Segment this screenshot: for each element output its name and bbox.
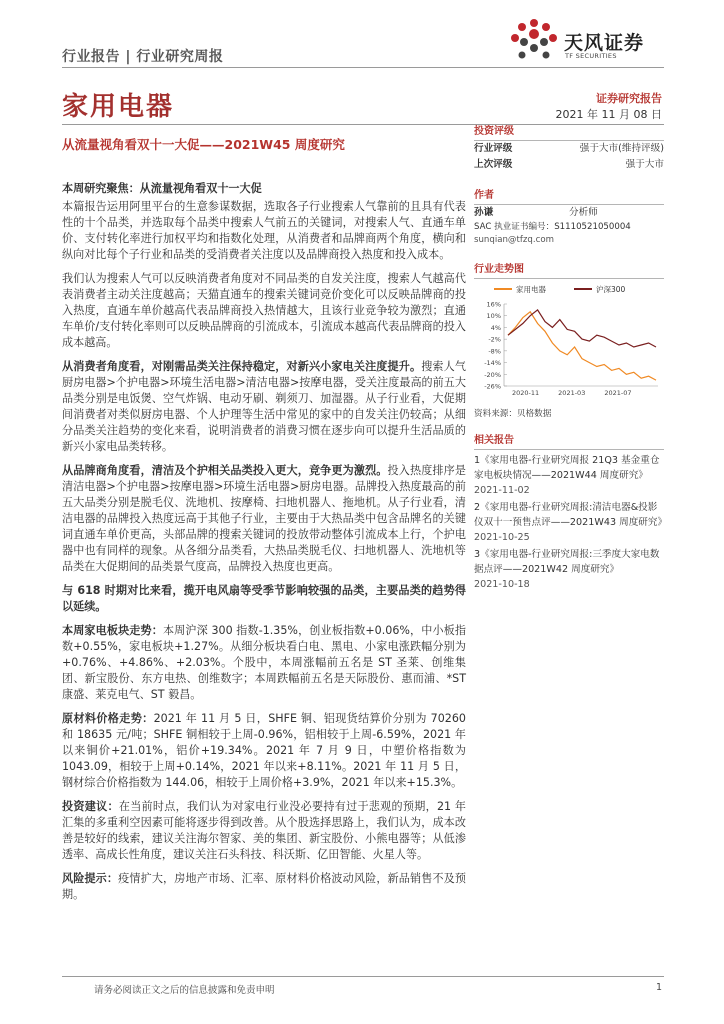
paragraph-text: 疫情扩大，房地产市场、汇率、原材料价格波动风险，新品销售不及预期。: [62, 872, 466, 901]
paragraph: 本篇报告运用阿里平台的生意参谋数据，选取各子行业搜索人气靠前的且具有代表性的十个品类，并选取每个品类中搜索人气前五的关键词，对搜索人气、直通车单价、支付转化率进行加权平均和指数化处理，从消费者和品牌商两个角度，横向和纵向对比每个子行业和品类的受消费者关注度以及品牌商投入热度和投入成本。: [62, 200, 466, 261]
related-report-title[interactable]: 1《家用电器-行业研究周报 21Q3 基金重仓家电板块情况——2021W44 周度研究》: [474, 455, 660, 481]
paragraph: [62, 359, 466, 455]
sidebar-related: [474, 433, 668, 594]
footer-disclaimer: 请务必阅读正文之后的信息披露和免责申明: [94, 985, 275, 996]
sidebar-rating: [474, 124, 664, 173]
author-email[interactable]: sunqian@tfzq.com: [474, 235, 554, 245]
related-title: 相关报告: [474, 435, 514, 446]
paragraph-lead: 从品牌商角度看，清洁及个护相关品类投入更大，竞争更为激烈。: [62, 464, 388, 477]
logo-text: 天风证券: [564, 32, 645, 54]
report-type: 证券研究报告: [596, 92, 662, 105]
trend-title: 行业走势图: [474, 264, 524, 275]
related-report-title[interactable]: 3《家用电器-行业研究周报:三季度大家电数据点评——2021W42 周度研究》: [474, 549, 660, 575]
y-tick-label: -8%: [488, 347, 501, 356]
paragraph-lead: 从消费者角度看，对刚需品类关注保持稳定，对新兴小家电关注度提升。: [62, 360, 422, 373]
paragraph: [62, 799, 466, 863]
paragraph-text: 搜索人气厨房电器>个护电器>环境生活电器>清洁电器>按摩电器，受关注度最高的前五大品类分别是电饭煲、空气炸锅、电动牙刷、剃须刀、加湿器。从子行业看，大促期间消费者对类似厨房电器、个人护理等生活中常见的家中的自发关注仍较高；从细分品类关注趋势的变化来看，说明消费者的消费习惯在逐步向可以提升生活品质的新兴小家电品类转移。: [62, 360, 466, 453]
sidebar-trend: [474, 262, 664, 279]
paragraph: [62, 583, 466, 615]
report-date: 2021 年 11 月 08 日: [555, 108, 662, 121]
report-subtitle: 从流量视角看双十一大促——2021W45 周度研究: [62, 137, 345, 152]
legend-label: 家用电器: [516, 285, 546, 294]
footer-divider: [62, 976, 664, 977]
related-report-item[interactable]: [474, 500, 668, 545]
paragraph: [62, 871, 466, 903]
page-number: 1: [655, 982, 662, 993]
series-line-appliances: [508, 312, 656, 380]
related-report-item[interactable]: [474, 453, 664, 498]
rating-value: 强于大市(维持评级): [579, 143, 664, 154]
legend-label: 沪深300: [596, 285, 626, 294]
y-tick-label: 16%: [486, 300, 501, 309]
rating-label: 行业评级: [474, 143, 513, 154]
sidebar-author: [474, 188, 664, 247]
y-tick-label: -2%: [488, 335, 501, 344]
y-tick-label: -14%: [484, 359, 501, 368]
related-report-date: 2021-10-18: [474, 579, 530, 590]
paragraph-head: 投资建议：: [62, 800, 119, 813]
related-list: [474, 453, 668, 592]
paragraph-lead: 与 618 时期对比来看，揽开电风扇等受季节影响较强的品类，主要品类的趋势得以延续。: [62, 584, 466, 613]
x-tick-label: 2020-11: [511, 389, 540, 397]
author-role: 分析师: [569, 207, 598, 218]
logo-icon: [508, 18, 560, 64]
x-tick-label: 2021-07: [604, 389, 632, 397]
sidebar-divider: [474, 449, 664, 450]
industry-trend-chart: [474, 282, 664, 397]
paragraph-text: 本周沪深 300 指数-1.35%，创业板指数+0.06%，中小板指数+0.55%，家电板块+1.27%。从细分板块看白电、黑电、小家电涨跌幅分别为+0.76%、+4.86%、+2.03%。个股中，本周涨幅前五名是 ST 圣莱、创维集团、新宝股份、东方电热、创维数字；本周跌幅前五名是天际股份、惠而浦、*ST 康盛、莱克电气、ST 毅昌。: [62, 624, 466, 701]
trend-chart-svg: [474, 282, 664, 397]
author-name: 孙谦: [474, 207, 494, 218]
focus-heading: 本周研究聚焦：从流量视角看双十一大促: [62, 182, 262, 195]
logo-subtext: TF SECURITIES: [565, 52, 617, 60]
paragraph-head: 本周家电板块走势：: [62, 624, 163, 637]
rating-label: 上次评级: [474, 159, 513, 170]
y-tick-label: 4%: [490, 323, 501, 332]
series-line-csi300: [508, 310, 656, 347]
header-divider: [62, 67, 664, 68]
related-report-date: 2021-11-02: [474, 485, 530, 496]
y-tick-label: 10%: [486, 312, 501, 321]
paragraph: [62, 623, 466, 703]
sidebar-divider: [474, 278, 664, 279]
author-title: 作者: [474, 190, 494, 201]
main-body: [62, 181, 466, 903]
author-line: [474, 205, 664, 221]
industry-rating: [474, 141, 664, 157]
paragraph-text: 在当前时点，我们认为对家电行业没必要持有过于悲观的预期，21 年汇集的多重利空因素可能将逐步得到改善。从个股选择思路上，我们认为，成本改善是较好的线索，建议关注海尔智家、美的集团、新宝股份、小熊电器等；从低渗透率、高成长性角度，建议关注石头科技、科沃斯、亿田智能、火星人等。: [62, 800, 466, 861]
paragraph-text: 投入热度排序是清洁电器>个护电器>按摩电器>环境生活电器>厨房电器。品牌投入热度最高的前五大品类分别是脱毛仪、洗地机、按摩椅、扫地机器人、拖地机。从子行业看，清洁电器的品牌投入热度远高于其他子行业，主要由于大热品类中包含品牌名的关键词直通车单价更高，头部品牌的搜索关键词的投放带动整体引流成本上行，个护电器中也有同样的现象。从各细分品类看，大热品类脱毛仪、扫地机器人、洗地机等品类在大促期间的品类景气度高，品牌投入热度也更高。: [62, 464, 466, 573]
report-category: 行业报告 | 行业研究周报: [62, 49, 224, 65]
page-title: 家用电器: [62, 92, 175, 122]
company-logo: [508, 18, 668, 66]
paragraph: 我们认为搜索人气可以反映消费者角度对不同品类的自发关注度，搜索人气越高代表消费者主动关注度越高；天猫直通车的搜索关键词竞价变化可以反映品牌商的投入热度，直通车单价越高代表品牌商投入热情越大，且该行业竞争较为激烈；直通车单价/支付转化率则可以反映品牌商的引流成本，引流成本越高代表品牌商的投入成本越高。: [62, 272, 466, 349]
paragraph-head: 原材料价格走势：: [62, 712, 154, 725]
author-license: SAC 执业证书编号：S1110521050004: [474, 222, 631, 232]
paragraph: [62, 463, 466, 575]
chart-source: 资料来源：贝格数据: [474, 409, 552, 419]
paragraph: [62, 711, 466, 791]
rating-title: 投资评级: [474, 126, 514, 137]
related-report-title[interactable]: 2《家用电器-行业研究周报:清洁电器&投影仪双十一预售点评——2021W43 周度研究》: [474, 502, 668, 528]
y-tick-label: -20%: [484, 370, 501, 379]
last-rating: [474, 157, 664, 173]
rating-value: 强于大市: [625, 159, 664, 170]
x-tick-label: 2021-03: [558, 389, 586, 397]
paragraph-head: 风险提示：: [62, 872, 119, 885]
paragraph-text: 2021 年 11 月 5 日，SHFE 铜、铝现货结算价分别为 70260 和 18635 元/吨；SHFE 铜相较于上周-0.96%，铝相较于上周-6.59%，2021 年以来铜价+21.01%，铝价+19.34%。2021 年 7 月 9 日，中塑价格指数为 1043.09，相较于上周+0.14%，2021 年以来+8.11%。2021 年 11 月 5 日，钢材综合价格指数为 144.06，相较于上周价格+3.9%，2021 年以来+15.3%。: [62, 712, 466, 789]
y-tick-label: -26%: [484, 382, 501, 391]
related-report-date: 2021-10-25: [474, 532, 530, 543]
related-report-item[interactable]: [474, 547, 664, 592]
